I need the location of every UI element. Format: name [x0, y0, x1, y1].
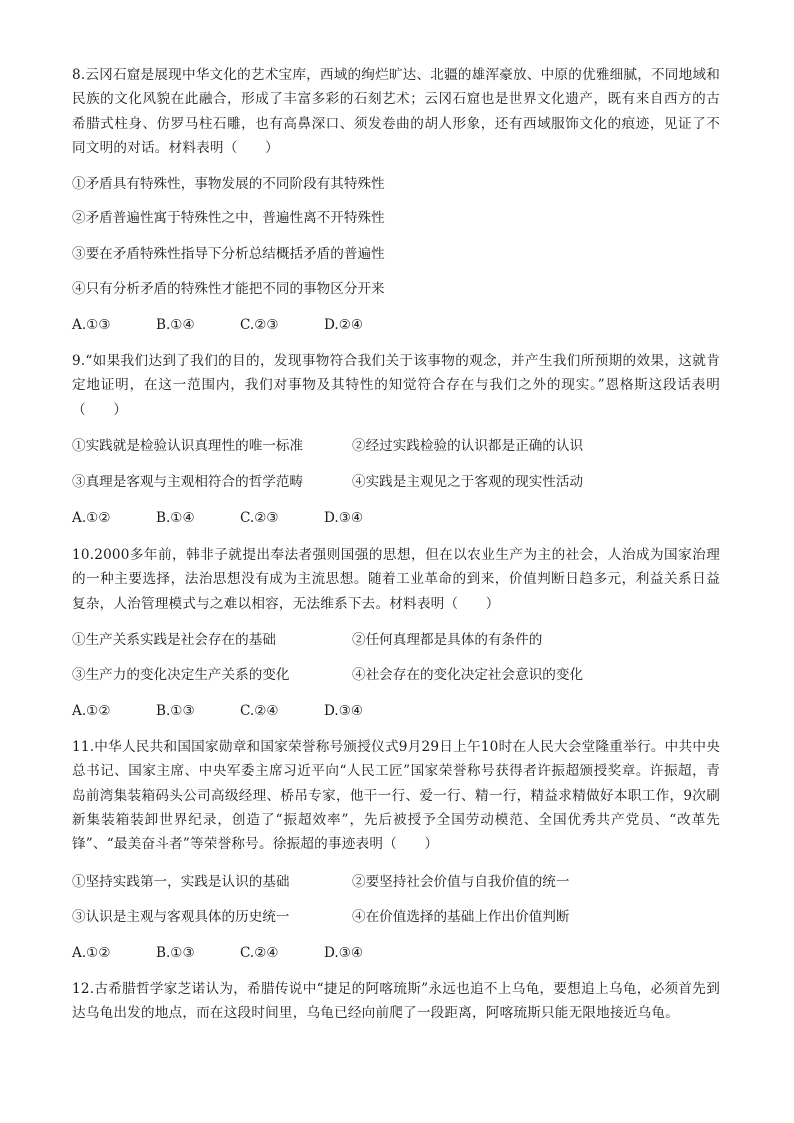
question-8-option-3: ③要在矛盾特殊性指导下分析总结概括矛盾的普遍性: [72, 246, 385, 262]
answer-c: C.②④: [240, 945, 279, 961]
question-9-option-2: ②经过实践检验的认识都是正确的认识: [352, 438, 584, 454]
answer-b: B.①③: [156, 703, 195, 719]
question-12-stem: 12.古希腊哲学家芝诺认为，希腊传说中“捷足的阿喀琉斯”永远也追不上乌龟，要想追上乌龟，必须首先到达乌龟出发的地点，而在这段时间里，乌龟已经向前爬了一段距离，阿喀琉斯只能无限地接近乌龟。: [72, 981, 720, 1022]
question-11-option-4: ④在价值选择的基础上作出价值判断: [352, 909, 570, 925]
answer-c: C.②③: [240, 510, 279, 526]
answer-b: B.①④: [156, 510, 195, 526]
question-8-option-2: ②矛盾普遍性寓于特殊性之中，普遍性离不开特殊性: [72, 210, 385, 226]
question-8-option-4: ④只有分析矛盾的特殊性才能把不同的事物区分开来: [72, 281, 385, 297]
answer-c: C.②③: [240, 317, 279, 333]
question-9-option-1: ①实践就是检验认识真理性的唯一标准: [72, 438, 304, 454]
question-9-option-3: ③真理是客观与主观相符合的哲学范畴: [72, 474, 304, 490]
question-10-option-3: ③生产力的变化决定生产关系的变化: [72, 667, 290, 683]
answer-d: D.③④: [324, 703, 364, 719]
answer-b: B.①③: [156, 945, 195, 961]
question-11-stem: 11.中华人民共和国国家勋章和国家荣誉称号颁授仪式9月29日上午10时在人民大会堂隆重举行。中共中央总书记、国家主席、中央军委主席习近平向“人民工匠”国家荣誉称号获得者许振超颁授奖章。许振超，青岛前湾集装箱码头公司高级经理、桥吊专家，他干一行、爱一行、精一行，精益求精做好本职工作，9次刷新集装箱装卸世界纪录，创造了“振超效率”，先后被授予全国劳动模范、全国优秀共产党员、“改革先锋”、“最美奋斗者”等荣誉称号。徐振超的事迹表明（ ）: [72, 739, 720, 853]
answer-a: A.①③: [72, 317, 111, 333]
answer-a: A.①②: [72, 510, 111, 526]
question-10-answers: [72, 700, 408, 722]
question-8-option-1: ①矛盾具有特殊性，事物发展的不同阶段有其特殊性: [72, 176, 385, 192]
question-11-option-2: ②要坚持社会价值与自我价值的统一: [352, 874, 570, 890]
answer-a: A.①②: [72, 703, 111, 719]
question-8-stem: 8.云冈石窟是展现中华文化的艺术宝库，西域的绚烂旷达、北疆的雄浑豪放、中原的优雅细腻，不同地域和民族的文化风貌在此融合，形成了丰富多彩的石刻艺术；云冈石窟也是世界文化遗产，既有来自西方的古希腊式柱身、仿罗马柱石雕，也有高鼻深口、须发卷曲的胡人形象，还有西域服饰文化的痕迹，见证了不同文明的对话。材料表明（ ）: [72, 67, 720, 156]
question-10-option-4: ④社会存在的变化决定社会意识的变化: [352, 667, 584, 683]
question-9-option-4: ④实践是主观见之于客观的现实性活动: [352, 474, 584, 490]
question-11-option-1: ①坚持实践第一，实践是认识的基础: [72, 874, 290, 890]
question-10-option-2: ②任何真理都是具体的有条件的: [352, 632, 543, 648]
answer-d: D.③④: [324, 510, 364, 526]
question-9-answers: [72, 507, 408, 529]
question-11-option-3: ③认识是主观与客观具体的历史统一: [72, 909, 290, 925]
answer-b: B.①④: [156, 317, 195, 333]
question-8-answers: [72, 314, 408, 336]
question-11-answers: [72, 942, 408, 964]
question-10-stem: 10.2000多年前，韩非子就提出奉法者强则国强的思想，但在以农业生产为主的社会，人治成为国家治理的一种主要选择，法治思想没有成为主流思想。随着工业革命的到来，价值判断日趋多元，利益关系日益复杂，人治管理模式与之难以相容，无法维系下去。材料表明（ ）: [72, 547, 720, 612]
answer-c: C.②④: [240, 703, 279, 719]
question-9-stem: 9.“如果我们达到了我们的目的，发现事物符合我们关于该事物的观念，并产生我们所预期的效果，这就肯定地证明，在这一范围内，我们对事物及其特性的知觉符合存在与我们之外的现实。”恩格斯这段话表明（ ）: [72, 353, 720, 418]
answer-d: D.②④: [324, 317, 364, 333]
answer-d: D.③④: [324, 945, 364, 961]
question-10-option-1: ①生产关系实践是社会存在的基础: [72, 632, 276, 648]
answer-a: A.①②: [72, 945, 111, 961]
